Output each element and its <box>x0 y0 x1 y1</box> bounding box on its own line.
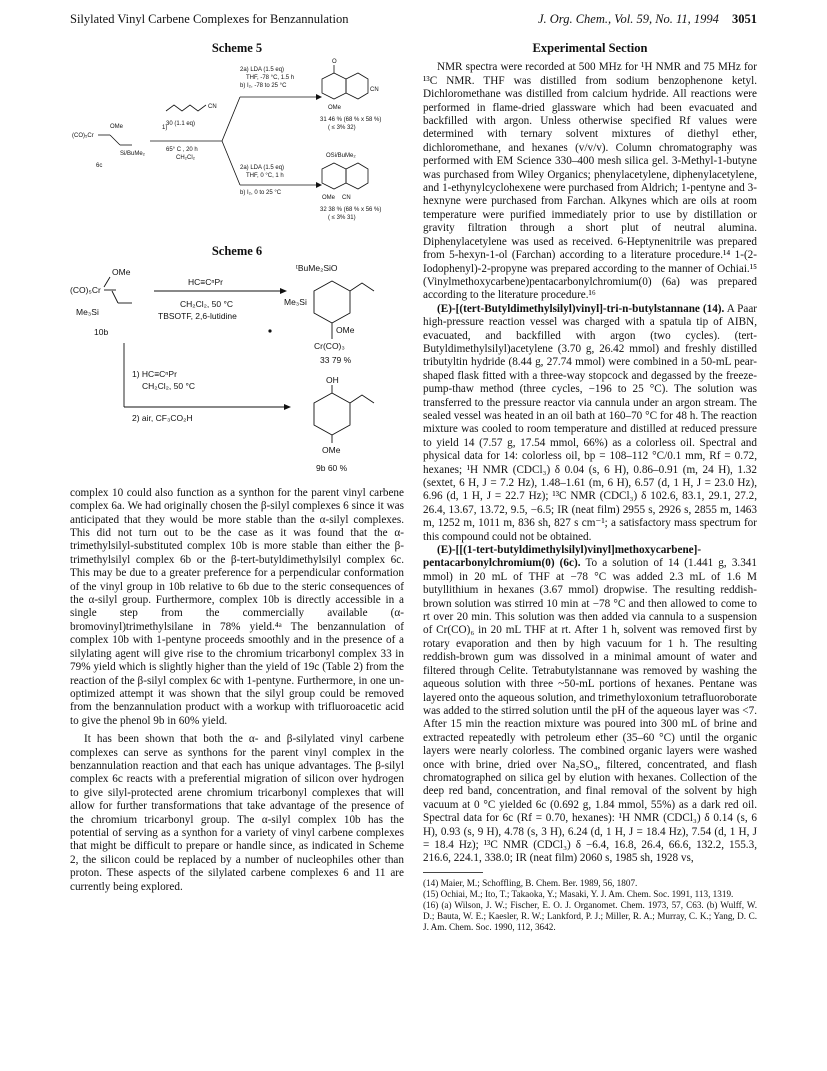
s6-p33-ome: OMe <box>336 324 355 335</box>
s6-p9b-ome: OMe <box>322 444 341 455</box>
s6-cr: (CO)₅Cr <box>70 284 101 295</box>
header-journal: J. Org. Chem., Vol. 59, No. 11, 1994 <box>537 12 719 26</box>
compound-6c-body: To a solution of 14 (1.441 g, 3.341 mmol) in 20 mL of THF at −78 °C was added 2.3 mL of 1.6 M butyllithium in hexanes (3.67 mmol) dropwise. The resulting reddish-brown solution was stirred 10 min at −78 °C and then allowed to come to rt over 20 min. This solution was then added via cannula to a suspension of Cr(CO)₆ in 20 mL THF at rt. After 1 h, solvent was removed first by rotary evaporation and then by high vacuum for 1 h. The resulting reddish-brown gum was dissolved in a minimal amount of water and filtered through Celite. Tetrabutylstannane was removed by washing the aqueous solution with three ~50-mL portions of hexanes. Pentane was layered onto the aqueous solution, and trimethyloxonium tetrafluoroborate was added to the stirred solution until the pH of the aqueous layer was <7. After 15 min the reaction mixture was poured into 300 mL of brine and extracted repeatedly with petroleum ether (35–60 °C) until the organic layers were nearly colorless. The combined organic layers were washed once with brine, dried over Na₂SO₄, filtered, concentrated, and flash chromatographed on silica gel by elution with hexanes. Collection of the deep red band, concentration, and final removal of the solvent by high vacuum at 0 °C yielded 6c (0.692 g, 1.84 mmol, 55%) as a dark red oil. Spectral data for 6c (Rf = 0.70, hexanes): ¹H NMR (CDCl₃) δ 0.14 (s, 6 H), 0.93 (s, 9 H), 4.78 (s, 3 H), 6.24 (d, 1 H, J = 18.4 Hz), 7.54 (d, 1 H, J = 18.4 Hz); ¹³C NMR (CDCl₃) δ −6.4, 16.8, 26.4, 66.6, 132.2, 155.3, 216.6, 224.1, 338.0; IR (neat film) 2060 s, 1985 sh, 1928 vs, <box>423 557 757 865</box>
s6-p33-yield: 33 79 % <box>320 354 352 365</box>
s5-bot-b: b) I₂, 0 to 25 °C <box>240 190 282 197</box>
compound-6c-name: (E)-[[(1-tert-butyldimethylsilyl)vinyl]methoxycarbene]-pentacarbonylchromium(0) (6c). <box>423 544 702 570</box>
compound-14-body: A Paar high-pressure reaction vessel was charged with a spatula tip of AIBN, evacuated, and backfilled with argon (two cycles). (tert-Butyldimethylsilyl)acetylene (3.70 g, 26.42 mmol) and freshly distilled tributyltin hydride (8.44 g, 27.74 mmol) were combined in a 50-mL pear-shaped flask fitted with a three-way stopcock and degassed by the freeze-pump-thaw method (three cycles, −196 to 25 °C). The solution was transferred to the pressure reactor via cannula under an argon stream. The sealed vessel was heated in an oil bath at 160–70 °C for 48 h. The reaction mixture was cooled to room temperature and distilled at reduced pressure to yield 14 (7.57 g, 17.54 mmol, 66%) as a colorless oil. Spectral and physical data for 14: colorless oil, bp = 108–112 °C/0.1 mm, Rf = 0.72, hexanes; ¹H NMR (CDCl₃) δ 0.04 (s, 6 H), 0.86–0.91 (m, 24 H), 1.32 (sextet, 6 H, J = 7.2 Hz), 1.48–1.61 (m, 6 H), 6.57 (d, 1 H, J = 23.0 Hz), 6.96 (d, 1 H, J = 22.7 Hz); ¹³C NMR (CDCl₃) δ 102.6, 83.1, 29.1, 27.2, 26.4, 13.67, 13.72, 9.5, −6.5; IR (neat film) 2955 s, 2926 s, 2855 m, 1463 m, 1252 m, 1011 m, 836 sh, 827 s cm⁻¹; a satisfactory mass spectrum for this compound could not be obtained. <box>423 302 758 543</box>
s5-top-a: 2a) LDA (1.5 eq) <box>240 67 285 74</box>
s6-step1: 1) HC≡CⁿPr <box>132 368 177 379</box>
compound-14-paragraph <box>423 303 757 544</box>
left-paragraph-2: It has been shown that both the α- and β-silylated vinyl carbene complexes can serve as synthons for the parent vinyl complex in the benzannulation reaction and that each has unique advantages. The β-silyl complex 6c reacts with a preferential migration of silicon over hydrogen to give silyl-protected arene chromium tricarbonyl complexes that will allow for further transformations that take advantage of the presence of the chromium tricarbonyl group. The α-silyl complex 10b has the potential of serving as a synthon for a variety of vinyl carbene complexes that might be difficult to prepare or handle since, as indicated in Scheme 2, the silicon could be replaced by a number of nucleophiles other than proton. These aspects of the silylated carbene complexes 6 and 11 are currently being explored. <box>70 733 404 893</box>
s6-arrow-mid2: TBSOTF, 2,6-lutidine <box>158 310 237 321</box>
s6-p33-cr: Cr(CO)₃ <box>314 340 345 351</box>
footnote-15: (15) Ochiai, M.; Ito, T.; Takaoka, Y.; Masaki, Y. J. Am. Chem. Soc. 1991, 113, 1319. <box>423 888 734 899</box>
s5-step1: 1) <box>162 125 168 132</box>
s6-p33-tbs: ᵗBuMe₂SiO <box>296 262 338 273</box>
footnote-rule <box>423 872 483 873</box>
scheme5-figure <box>70 57 404 235</box>
s5-cn-alkyne: CN <box>208 104 217 111</box>
s5-label-6c: 6c <box>96 163 103 170</box>
footnote-14: (14) Maier, M.; Schoffling, B. Chem. Ber. 1989, 56, 1807. <box>423 877 638 888</box>
s6-arrow-top: HC≡CⁿPr <box>188 276 223 287</box>
s6-label-10b: 10b <box>94 326 109 337</box>
s5-cond1: 65° C , 20 h <box>166 147 198 154</box>
s5-cr: (CO)₅Cr <box>72 133 94 140</box>
s5-p31-yield: 31 46 % (68 % x 58 %) <box>320 117 382 124</box>
s6-p33-si: Me₃Si <box>284 296 307 307</box>
s6-step1b: CH₂Cl₂, 50 °C <box>142 380 195 391</box>
s5-p31-cn: CN <box>370 87 379 94</box>
s5-p32-cn: CN <box>342 195 351 202</box>
right-column <box>423 42 757 933</box>
scheme6-title: Scheme 6 <box>211 244 263 259</box>
s5-p32-ome: OMe <box>322 195 336 202</box>
compound-14-name: (E)-[(tert-Butyldimethylsilyl)vinyl]-tri-n-butylstannane (14). <box>437 302 725 315</box>
s5-p31-note: ( ≤ 3% 32) <box>328 125 356 132</box>
left-paragraph-1: complex 10 could also function as a synthon for the parent vinyl carbene complex 6a. We had originally chosen the β-silyl complexes 6 since it was anticipated that they would be more stable than the α-silyl complexes. This did not turn out to be the case as it was found that the α-trimethylsilyl-substituted complex 10b is more stable than either the β-trimethylsilyl complex 6b or the β-tert-butyldimethylsilyl complex 6c. This may be due to a greater preference for a perpendicular conformation of the vinyl group in 10b relative to 6b due to the steric consequences of the α-silyl group. Furthermore, complex 10b is directly accessible in a single step from the commercially available (α-bromovinyl)trimethylsilane in 78% yield.⁴ᵃ The benzannulation of complex 10b with 1-pentyne proceeds smoothly and in the presence of a silylating agent will give rise to the chromium tricarbonyl complex 33 in 79% yield which is slightly higher than the yield of 19c (Table 2) from the reaction of the β-silyl complex 6c with 1-pentyne. Furthermore, in one un-optimized attempt it was shown that the silyl group could be removed from the benzannulation product with a workup with trifluoroacetic acid to give the phenol 9b in 60% yield. <box>70 486 404 727</box>
running-header <box>70 12 757 32</box>
s5-p31-ome: OMe <box>328 105 342 112</box>
s6-si: Me₃Si <box>76 306 99 317</box>
s5-top-b: b) I₂, -78 to 25 °C <box>240 83 287 90</box>
s6-p9b-yield: 9b 60 % <box>316 462 348 473</box>
s5-p32-osi: OSi/BuMe₂ <box>326 153 356 160</box>
s5-cond1b: CH₂Cl₂ <box>176 155 195 162</box>
left-column <box>70 42 404 894</box>
header-journal-block <box>538 12 757 27</box>
s5-alkyne-30: 30 (1.1 eq) <box>166 121 196 128</box>
s5-p32-note: ( ≤ 3% 31) <box>328 215 356 222</box>
experimental-section-title: Experimental Section <box>532 41 648 55</box>
s5-p32-yield: 32 38 % (68 % x 56 %) <box>320 207 382 214</box>
footnote-16: (16) (a) Wilson, J. W.; Fischer, E. O. J. Organomet. Chem. 1973, 57, C63. (b) Wulff, W. D.; Bauta, W. E.; Kaesler, R. W.; Lankford, P. J.; Miller, R. A.; Murray, C. K.; Yang, D. C. J. Am. Chem. Soc. 1990, 112, 3642. <box>423 899 757 932</box>
scheme6-figure <box>70 261 404 481</box>
s5-top-a2: THF, -78 °C, 1.5 h <box>246 75 295 82</box>
s5-ome: OMe <box>110 124 124 131</box>
s6-p9b-oh: OH <box>326 374 339 385</box>
s6-ome: OMe <box>112 266 131 277</box>
compound-6c-paragraph <box>423 544 757 866</box>
s6-step2: 2) air, CF₃CO₂H <box>132 412 193 423</box>
s5-si: Si/BuMe₂ <box>120 151 146 158</box>
experimental-paragraph: NMR spectra were recorded at 500 MHz for ¹H NMR and 75 MHz for ¹³C NMR. THF was distilled from sodium benzophenone ketyl. Dichloromethane was distilled from calcium hydride. All reactions were performed in flame-dried glassware which had been evacuated and backfilled with argon. Unless otherwise specified Rf values were determined with ternary solvent mixtures of diethyl ether, dichloromethane, and hexanes (v/v/v). Column chromatography was performed with EM Science 330–400 mesh silica gel. 3-Methyl-1-butyne was purchased from Wiley Organics; phenylacetylene, diphenylacetylene, and 1-ethynylcyclohexene were purchased from Aldrich; 1-pentyne and 3-hexnyne were purchased from Farchan. Alkynes which are oils at room temperature were purified immediately prior to use by distillation or gravity filtration through a short plut of neutral alumina. Diphenylacetylene was used as received. 6-Heptynenitrile was prepared from 5-hexyn-1-ol (Farchan) according to a literature procedure.¹⁴ 1-(2-Iodophenyl)-2-propyne was prepared according to the manner of Ochiai.¹⁵ (Vinylmethoxycarbene)pentacarbonylchromium(0) (6a) was prepared according to the literature procedure.¹⁶ <box>423 61 757 302</box>
header-title: Silylated Vinyl Carbene Complexes for Benzannulation <box>70 12 349 26</box>
header-page-number: 3051 <box>732 12 757 26</box>
s5-p31-o: O <box>332 59 337 66</box>
scheme5-title: Scheme 5 <box>211 41 263 55</box>
s5-bot-a: 2a) LDA (1.5 eq) <box>240 165 285 172</box>
s6-arrow-mid1: CH₂Cl₂, 50 °C <box>180 298 233 309</box>
s5-bot-a2: THF, 0 °C, 1 h <box>246 173 284 180</box>
